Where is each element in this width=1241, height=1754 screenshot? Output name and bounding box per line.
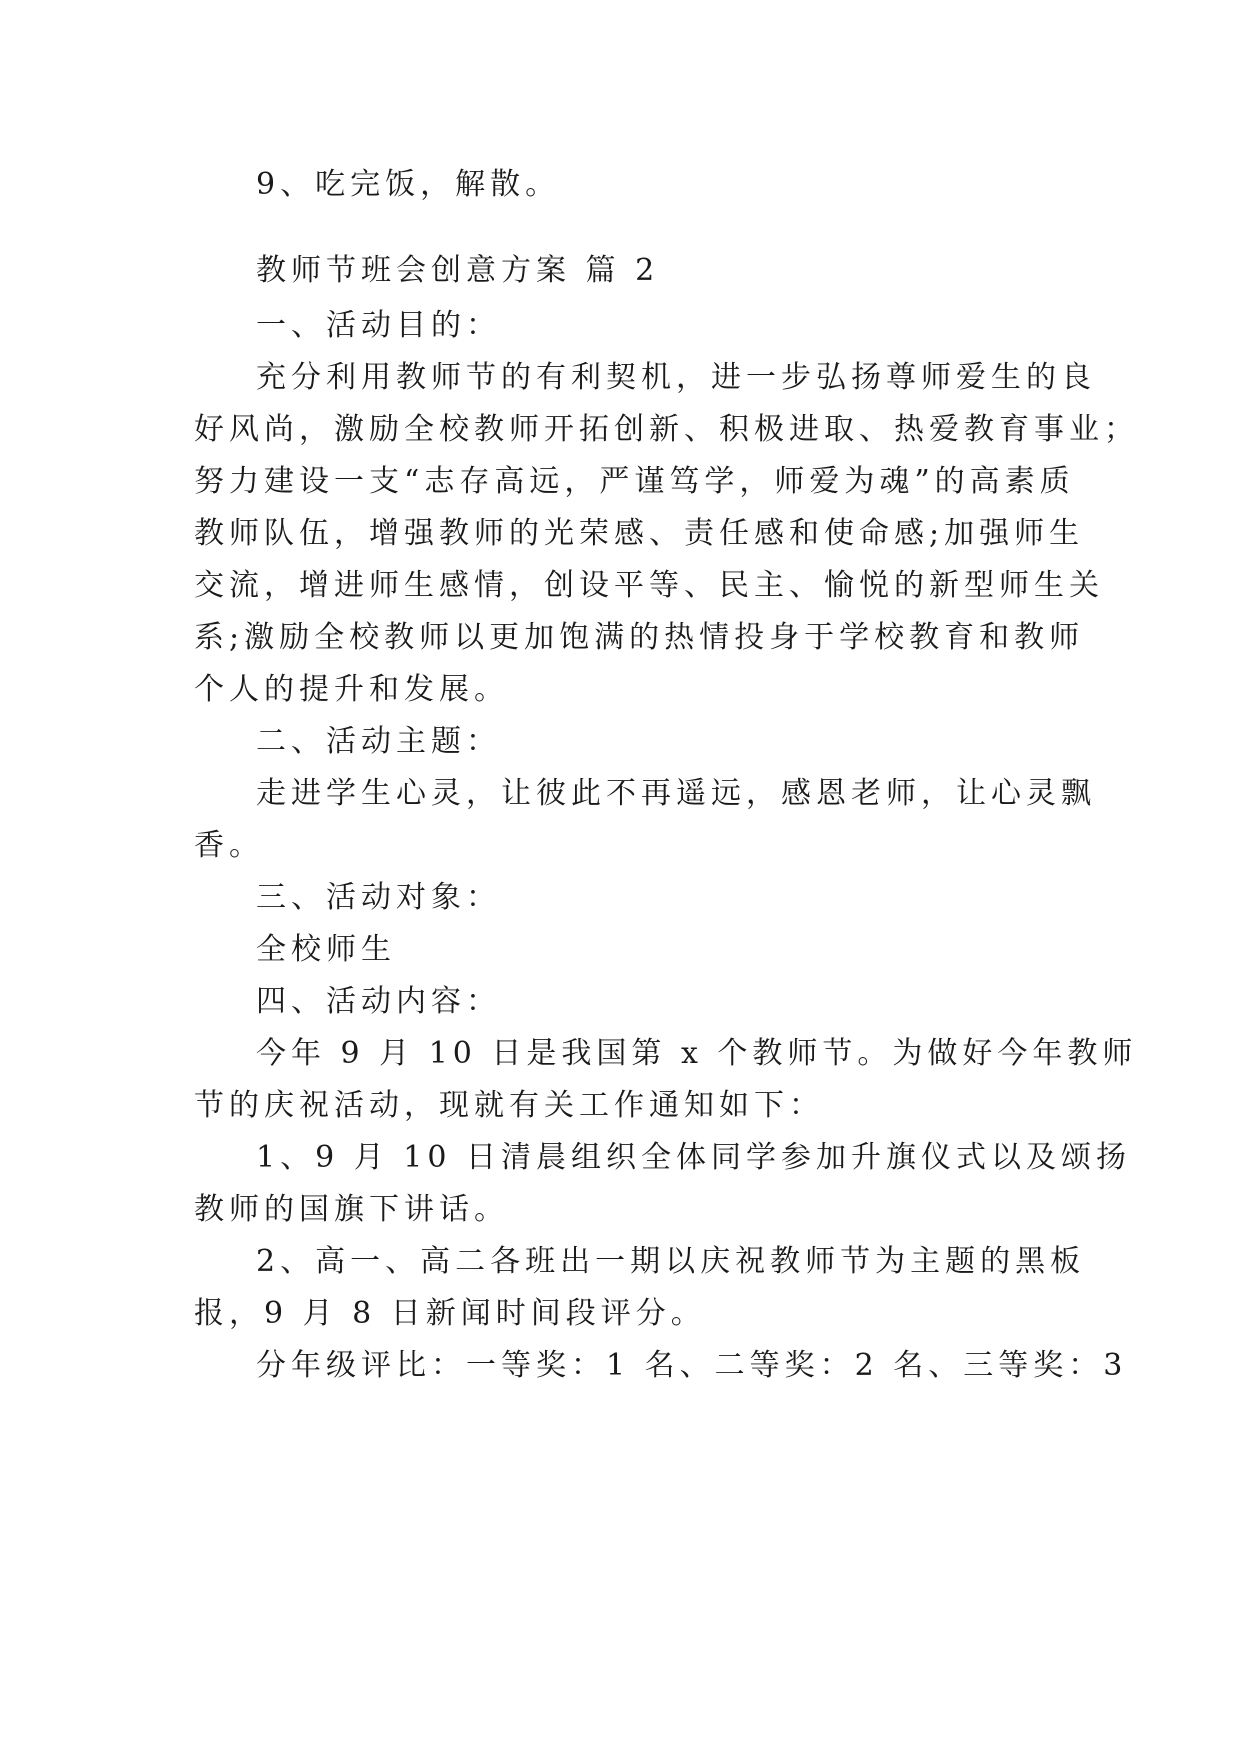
section-heading: 一、活动目的： bbox=[256, 308, 501, 343]
paragraph-line: 教师的国旗下讲话。 bbox=[194, 1192, 509, 1227]
paragraph-line: 分年级评比：一等奖：1 名、二等奖：2 名、三等奖：3 bbox=[256, 1348, 1128, 1383]
paragraph-line: 9、吃完饭，解散。 bbox=[256, 167, 561, 202]
paragraph-line: 香。 bbox=[194, 828, 264, 863]
paragraph-line: 好风尚，激励全校教师开拓创新、积极进取、热爱教育事业； bbox=[194, 412, 1139, 447]
paragraph-line: 2、高一、高二各班出一期以庆祝教师节为主题的黑板 bbox=[256, 1244, 1086, 1279]
section-heading: 教师节班会创意方案 篇 2 bbox=[256, 253, 660, 288]
paragraph-line: 今年 9 月 10 日是我国第 x 个教师节。为做好今年教师 bbox=[256, 1036, 1138, 1071]
paragraph-line: 交流，增进师生感情，创设平等、民主、愉悦的新型师生关 bbox=[194, 568, 1104, 603]
paragraph-line: 节的庆祝活动，现就有关工作通知如下： bbox=[194, 1088, 824, 1123]
section-heading: 四、活动内容： bbox=[256, 984, 501, 1019]
paragraph-line: 1、9 月 10 日清晨组织全体同学参加升旗仪式以及颂扬 bbox=[256, 1140, 1131, 1175]
paragraph-line: 走进学生心灵，让彼此不再遥远，感恩老师，让心灵飘 bbox=[256, 776, 1096, 811]
paragraph-line: 教师队伍，增强教师的光荣感、责任感和使命感;加强师生 bbox=[194, 516, 1085, 551]
section-heading: 三、活动对象： bbox=[256, 880, 501, 915]
section-heading: 二、活动主题： bbox=[256, 724, 501, 759]
paragraph-line: 全校师生 bbox=[256, 932, 396, 967]
paragraph-line: 充分利用教师节的有利契机，进一步弘扬尊师爱生的良 bbox=[256, 360, 1096, 395]
paragraph-line: 个人的提升和发展。 bbox=[194, 672, 509, 707]
paragraph-line: 报，9 月 8 日新闻时间段评分。 bbox=[194, 1296, 706, 1331]
paragraph-line: 努力建设一支“志存高远，严谨笃学，师爱为魂”的高素质 bbox=[194, 464, 1075, 499]
paragraph-line: 系;激励全校教师以更加饱满的热情投身于学校教育和教师 bbox=[194, 620, 1085, 655]
